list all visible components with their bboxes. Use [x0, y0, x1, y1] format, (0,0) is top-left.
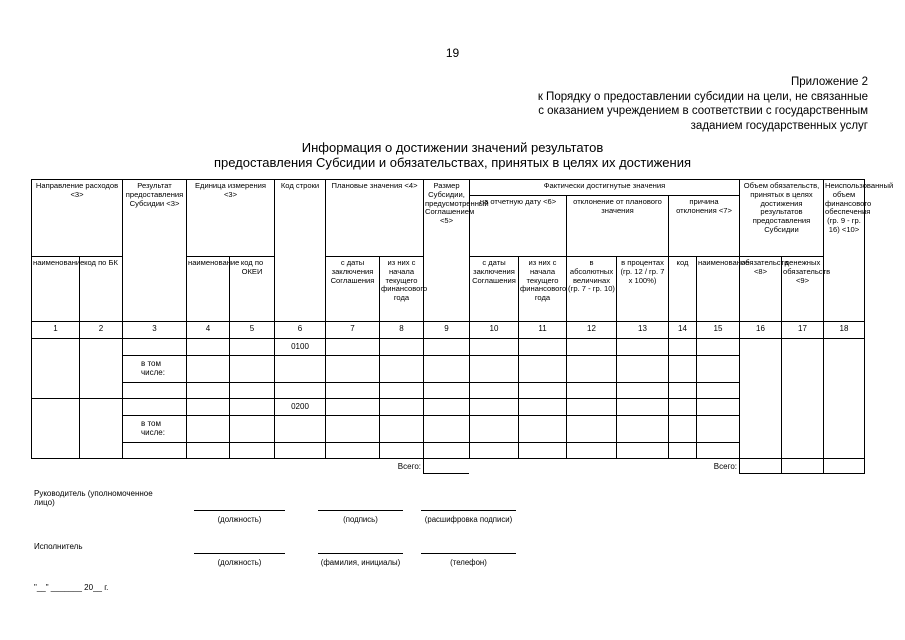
cell [186, 442, 229, 458]
total-subsidy-cell [423, 458, 469, 474]
col-number: 5 [229, 321, 274, 338]
appendix-line-3: с оказанием учреждением в соответствии с государственным [538, 105, 868, 117]
col-number: 7 [325, 321, 379, 338]
block2-subrow [122, 442, 186, 458]
page-number: 19 [445, 46, 460, 60]
cell [423, 442, 469, 458]
cell [186, 355, 229, 382]
head-signature-caption: (подпись) [343, 515, 378, 524]
appendix-line-1: Приложение 2 [790, 76, 868, 88]
cell [229, 398, 274, 415]
header-direction: Направление расходов <3> [31, 179, 122, 256]
cell [469, 338, 518, 355]
block1-including-label: в том числе: [122, 355, 186, 382]
exec-position-caption: (должность) [217, 558, 262, 567]
cell [518, 338, 566, 355]
cell [566, 442, 616, 458]
header-dir-name: наименование [31, 256, 79, 321]
header-dev-pct: в процентах (гр. 12 / гр. 7 x 100%) [616, 256, 668, 321]
header-unit-name: наименование [186, 256, 229, 321]
cell [518, 382, 566, 398]
cell [469, 355, 518, 382]
col-number: 18 [823, 321, 865, 338]
document-title [0, 140, 905, 170]
cell [668, 355, 696, 382]
block2-result [122, 398, 186, 415]
col-number: 12 [566, 321, 616, 338]
header-reason: причина отклонения <7> [668, 195, 739, 256]
cell [668, 442, 696, 458]
total-label-2: Всего: [469, 458, 739, 474]
exec-name-line [318, 553, 403, 554]
header-reason-code: код [668, 256, 696, 321]
cell [379, 398, 423, 415]
cell [668, 398, 696, 415]
cell [379, 382, 423, 398]
cell [229, 382, 274, 398]
cell [668, 338, 696, 355]
col-number: 10 [469, 321, 518, 338]
cell [423, 355, 469, 382]
cell [229, 355, 274, 382]
cell [186, 338, 229, 355]
col-number: 11 [518, 321, 566, 338]
header-obl-monetary: денежных обязательств <9> [781, 256, 823, 321]
cell [566, 338, 616, 355]
col-number: 3 [122, 321, 186, 338]
cell [229, 338, 274, 355]
cell [325, 398, 379, 415]
col-number: 4 [186, 321, 229, 338]
exec-phone-caption: (телефон) [450, 558, 487, 567]
total-unused [823, 458, 865, 474]
block1-row-code: 0100 [274, 338, 325, 355]
header-plan-from-start: из них с начала текущего финансового года [379, 256, 423, 321]
header-row-code: Код строки [274, 179, 325, 321]
cell [274, 382, 325, 398]
head-signature-line [318, 510, 403, 511]
header-reason-name: наименование [696, 256, 739, 321]
obl-liabilities-cell [739, 338, 781, 458]
cell [696, 398, 739, 415]
cell [469, 442, 518, 458]
header-dir-code: код по БК [79, 256, 122, 321]
cell [379, 338, 423, 355]
col-number: 15 [696, 321, 739, 338]
obl-monetary-cell [781, 338, 823, 458]
header-unused: Неиспользованный объем финансового обеспечения (гр. 9 - гр. 16) <10> [823, 179, 865, 321]
cell [668, 415, 696, 442]
head-position-line [194, 510, 285, 511]
cell [616, 355, 668, 382]
header-dev-abs: в абсолютных величинах (гр. 7 - гр. 10) [566, 256, 616, 321]
cell [566, 415, 616, 442]
cell [566, 398, 616, 415]
block1-dir-name [31, 338, 79, 398]
cell [274, 355, 325, 382]
appendix-header [538, 75, 868, 133]
col-number: 6 [274, 321, 325, 338]
cell [325, 442, 379, 458]
cell [325, 355, 379, 382]
col-number: 16 [739, 321, 781, 338]
exec-phone-line [421, 553, 516, 554]
header-act-from-date: с даты заключения Соглашения [469, 256, 518, 321]
cell [379, 355, 423, 382]
cell [423, 338, 469, 355]
cell [696, 415, 739, 442]
title-line-1: Информация о достижении значений результатов [301, 140, 604, 155]
cell [423, 415, 469, 442]
cell [616, 442, 668, 458]
col-number: 9 [423, 321, 469, 338]
header-result: Результат предоставления Субсидии <3> [122, 179, 186, 321]
cell [274, 415, 325, 442]
block2-including-label: в том числе: [122, 415, 186, 442]
executor-label: Исполнитель [34, 542, 83, 551]
cell [423, 398, 469, 415]
header-on-date: на отчетную дату <6> [469, 195, 566, 256]
cell [518, 442, 566, 458]
cell [566, 355, 616, 382]
block1-result [122, 338, 186, 355]
exec-name-caption: (фамилия, инициалы) [320, 558, 401, 567]
cell [186, 382, 229, 398]
head-decoding-line [421, 510, 516, 511]
exec-position-line [194, 553, 285, 554]
header-deviation: отклонение от планового значения [566, 195, 668, 256]
col-number: 1 [31, 321, 79, 338]
cell [668, 382, 696, 398]
head-position-caption: (должность) [217, 515, 262, 524]
block1-dir-code [79, 338, 122, 398]
cell [229, 442, 274, 458]
block1-subrow [122, 382, 186, 398]
header-plan-from-date: с даты заключения Соглашения [325, 256, 379, 321]
cell [274, 442, 325, 458]
cell [469, 382, 518, 398]
cell [325, 338, 379, 355]
cell [518, 398, 566, 415]
title-line-2: предоставления Субсидии и обязательствах, принятых в целях их достижения [213, 155, 692, 170]
block2-dir-name [31, 398, 79, 458]
cell [423, 382, 469, 398]
col-number: 14 [668, 321, 696, 338]
col-number: 13 [616, 321, 668, 338]
cell [229, 415, 274, 442]
date-line: "__" _______ 20__ г. [34, 583, 109, 592]
unused-cell [823, 338, 865, 458]
header-unit: Единица измерения <3> [186, 179, 274, 256]
cell [379, 442, 423, 458]
header-act-from-start: из них с начала текущего финансового года [518, 256, 566, 321]
cell [518, 355, 566, 382]
total-label-1: Всего: [31, 458, 423, 474]
cell [616, 415, 668, 442]
block2-dir-code [79, 398, 122, 458]
total-obl-liabilities [739, 458, 781, 474]
header-subsidy-size: Размер Субсидии, предусмотренный Соглашением <5> [423, 179, 469, 321]
cell [616, 338, 668, 355]
header-obligations: Объем обязательств, принятых в целях достижения результатов предоставления Субсидии [739, 179, 823, 256]
cell [616, 398, 668, 415]
appendix-line-2: к Порядку о предоставлении субсидии на цели, не связанные [537, 90, 868, 103]
cell [379, 415, 423, 442]
block2-row-code: 0200 [274, 398, 325, 415]
cell [696, 338, 739, 355]
cell [186, 415, 229, 442]
cell [325, 382, 379, 398]
cell [696, 355, 739, 382]
cell [186, 398, 229, 415]
cell [469, 415, 518, 442]
cell [325, 415, 379, 442]
results-table [31, 179, 894, 474]
cell [469, 398, 518, 415]
col-number: 8 [379, 321, 423, 338]
col-number: 17 [781, 321, 823, 338]
cell [616, 382, 668, 398]
total-obl-monetary [781, 458, 823, 474]
cell [518, 415, 566, 442]
appendix-line-4: заданием государственных услуг [690, 119, 868, 132]
cell [566, 382, 616, 398]
header-obl-liabilities: обязательств <8> [739, 256, 781, 321]
cell [696, 382, 739, 398]
col-number: 2 [79, 321, 122, 338]
header-planned: Плановые значения <4> [325, 179, 423, 256]
header-unit-code: код по ОКЕИ [229, 256, 274, 321]
head-decoding-caption: (расшифровка подписи) [424, 515, 513, 524]
header-actual: Фактически достигнутые значения [469, 179, 739, 195]
cell [696, 442, 739, 458]
head-label: Руководитель (уполномоченное лицо) [34, 489, 153, 507]
